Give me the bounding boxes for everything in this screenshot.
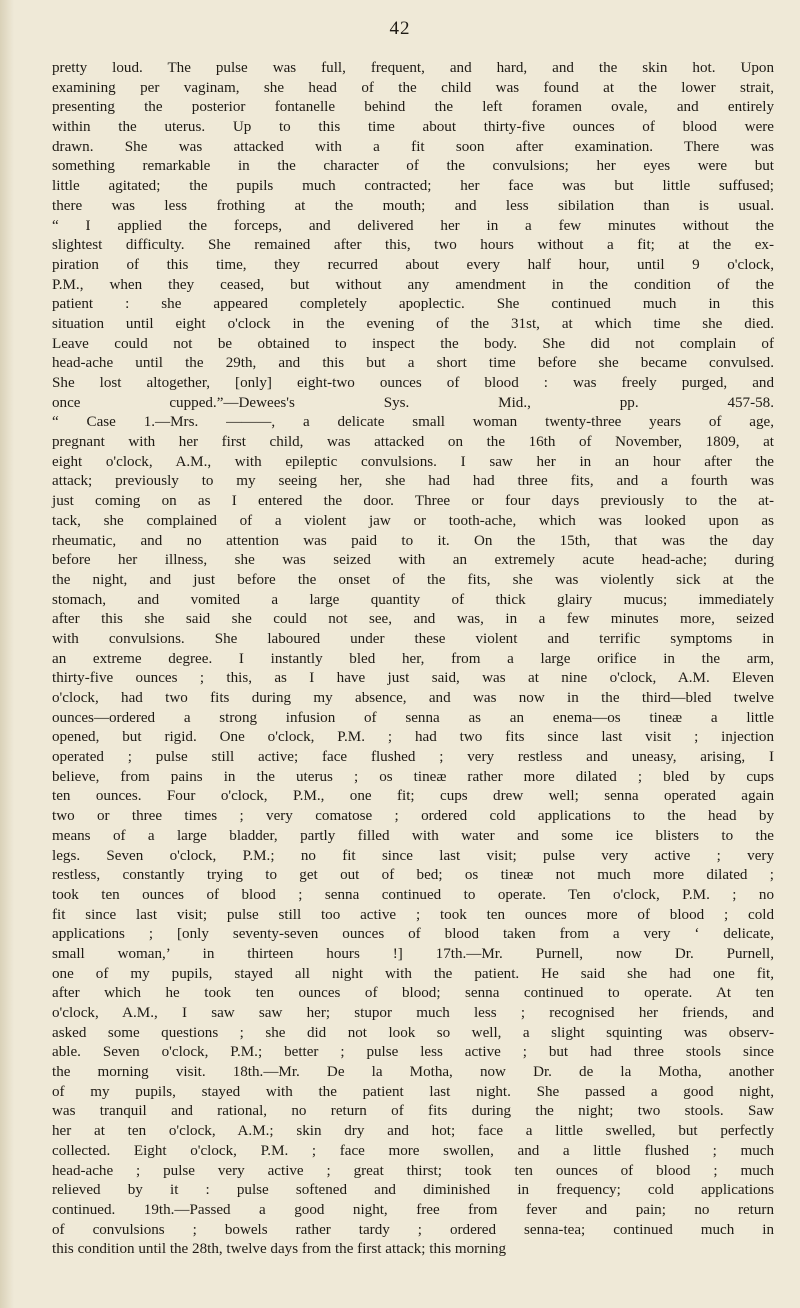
text-line: o'clock, had two fits during my absence, and was now in the third—bled twelve: [52, 690, 774, 706]
text-line: ten ounces. Four o'clock, P.M., one fit; cups drew well; senna operated again: [52, 788, 774, 805]
text-line: o'clock, A.M., I saw saw her; stupor much less ; recognised her friends, and: [52, 1005, 774, 1021]
text-line: her at ten o'clock, A.M.; skin dry and hot; face a little swelled, but perfectly: [52, 1123, 774, 1140]
text-line: tack, she complained of a violent jaw or tooth-ache, which was looked upon as: [52, 512, 774, 529]
text-line: took ten ounces of blood ; senna continued to operate. Ten o'clock, P.M. ; no: [52, 886, 774, 903]
text-line: just coming on as I entered the door. Three or four days previously to the at-: [52, 493, 774, 510]
text-line: ounces—ordered a strong infusion of senna as an enema—os tineæ a little: [52, 709, 774, 726]
text-line: presenting the posterior fontanelle behind the left foramen ovale, and entirely: [52, 99, 774, 116]
text-line: applications ; [only seventy-seven ounces of blood taken from a very ‘ delicate,: [52, 926, 774, 943]
text-line: once cupped.”—Dewees's Sys. Mid., pp. 457-58.: [52, 394, 774, 411]
text-line: attack; previously to my seeing her, she had had three fits, and a fourth was: [52, 473, 774, 490]
text-line: patient : she appeared completely apoplectic. She continued much in this: [52, 296, 774, 313]
text-line: head-ache until the 29th, and this but a short time before she became convulsed.: [52, 355, 774, 372]
text-line: with convulsions. She laboured under these violent and terrific symptoms in: [52, 630, 774, 647]
text-line: asked some questions ; she did not look so well, a slight squinting was observ-: [52, 1024, 774, 1041]
text-line: thirty-five ounces ; this, as I have just said, was at nine o'clock, A.M. Eleven: [52, 670, 774, 687]
text-line: rheumatic, and no attention was paid to it. On the 15th, that was the day: [52, 532, 774, 549]
text-line: little agitated; the pupils much contracted; her face was but little suffused;: [52, 178, 774, 195]
text-line: examining per vaginam, she head of the child was found at the lower strait,: [52, 79, 774, 96]
text-line: of my pupils, stayed with the patient last night. She passed a good night,: [52, 1083, 774, 1100]
text-line: after which he took ten ounces of blood; senna continued to operate. At ten: [52, 985, 774, 1002]
text-line: piration of this time, they recurred about every half hour, until 9 o'clock,: [52, 256, 774, 273]
text-line: situation until eight o'clock in the evening of the 31st, at which time she died.: [52, 315, 774, 332]
text-line: the morning visit. 18th.—Mr. De la Motha, now Dr. de la Motha, another: [52, 1064, 774, 1081]
text-line: P.M., when they ceased, but without any amendment in the condition of the: [52, 276, 774, 293]
text-line: two or three times ; very comatose ; ordered cold applications to the head by: [52, 808, 774, 825]
text-line: She lost altogether, [only] eight-two ounces of blood : was freely purged, and: [52, 375, 774, 391]
text-line: Leave could not be obtained to inspect the body. She did not complain of: [52, 335, 774, 352]
page-number: 42: [389, 18, 411, 39]
text-line: the night, and just before the onset of the fits, she was violently sick at the: [52, 571, 774, 588]
text-line: “ I applied the forceps, and delivered her in a few minutes without the: [52, 217, 774, 234]
text-line: was tranquil and rational, no return of fits during the night; two stools. Saw: [52, 1103, 774, 1120]
text-line: “ Case 1.—Mrs. ———, a delicate small woman twenty-three years of age,: [52, 414, 774, 431]
text-line: stomach, and vomited a large quantity of thick glairy mucus; immediately: [52, 591, 774, 608]
text-line: head-ache ; pulse very active ; great thirst; took ten ounces of blood ; much: [52, 1162, 774, 1179]
text-line: of convulsions ; bowels rather tardy ; ordered senna-tea; continued much in: [52, 1221, 774, 1238]
text-line: eight o'clock, A.M., with epileptic convulsions. I saw her in an hour after the: [52, 453, 774, 470]
page-body-text: [52, 59, 774, 1260]
text-line: before her illness, she was seized with an extremely acute head-ache; during: [52, 552, 774, 569]
text-line: operated ; pulse still active; face flushed ; very restless and uneasy, arising, I: [52, 749, 774, 766]
text-line: after this she said she could not see, and was, in a few minutes more, seized: [52, 611, 774, 628]
text-line: able. Seven o'clock, P.M.; better ; pulse less active ; but had three stools since: [52, 1044, 774, 1061]
text-line: pretty loud. The pulse was full, frequent, and hard, and the skin hot. Upon: [52, 60, 774, 76]
text-line: something remarkable in the character of the convulsions; her eyes were but: [52, 158, 774, 175]
text-line: collected. Eight o'clock, P.M. ; face more swollen, and a little flushed ; much: [52, 1142, 774, 1159]
text-line: pregnant with her first child, was attacked on the 16th of November, 1809, at: [52, 434, 774, 451]
text-line: there was less frothing at the mouth; and less sibilation than is usual.: [52, 197, 774, 214]
text-line: fit since last visit; pulse still too active ; took ten ounces more of blood ; cold: [52, 906, 774, 923]
text-line: relieved by it : pulse softened and diminished in frequency; cold applications: [52, 1182, 774, 1199]
text-line: restless, constantly trying to get out of bed; os tineæ not much more dilated ;: [52, 867, 774, 884]
text-line: opened, but rigid. One o'clock, P.M. ; had two fits since last visit ; injection: [52, 729, 774, 746]
text-line: within the uterus. Up to this time about thirty-five ounces of blood were: [52, 119, 774, 136]
text-line: drawn. She was attacked with a fit soon after examination. There was: [52, 138, 774, 155]
text-line: small woman,’ in thirteen hours !] 17th.—Mr. Purnell, now Dr. Purnell,: [52, 945, 774, 962]
text-line: an extreme degree. I instantly bled her, from a large orifice in the arm,: [52, 650, 774, 667]
text-line: slightest difficulty. She remained after this, two hours without a fit; at the ex-: [52, 237, 774, 254]
text-line: one of my pupils, stayed all night with the patient. He said she had one fit,: [52, 965, 774, 982]
text-line: legs. Seven o'clock, P.M.; no fit since last visit; pulse very active ; very: [52, 847, 774, 864]
text-line: continued. 19th.—Passed a good night, free from fever and pain; no return: [52, 1201, 774, 1218]
text-line: this condition until the 28th, twelve days from the first attack; this morning: [52, 1241, 506, 1258]
text-line: means of a large bladder, partly filled with water and some ice blisters to the: [52, 827, 774, 844]
page-edge-shadow: [0, 0, 14, 1308]
text-line: believe, from pains in the uterus ; os tineæ rather more dilated ; bled by cups: [52, 768, 774, 785]
